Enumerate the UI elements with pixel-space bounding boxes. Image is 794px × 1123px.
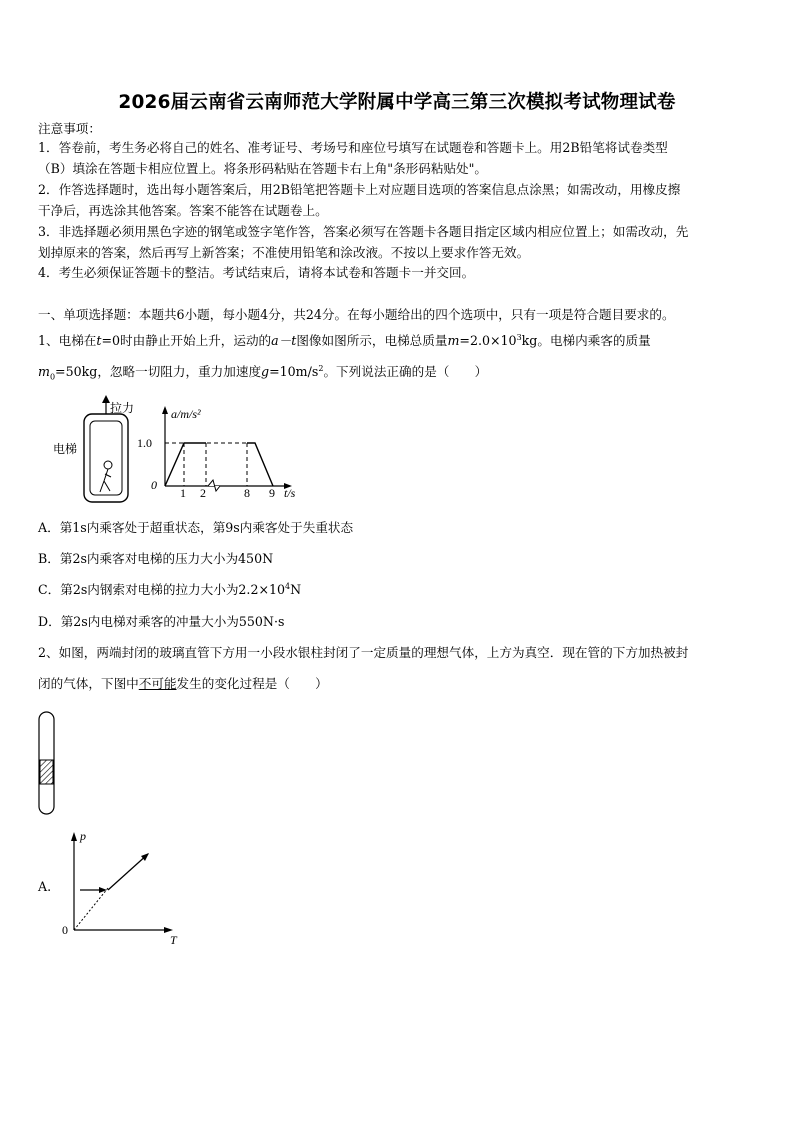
x-axis-label: t/s bbox=[284, 486, 296, 500]
x-tick-label: 2 bbox=[200, 486, 206, 500]
q1-stem-line1 bbox=[38, 333, 760, 349]
exponent: 4 bbox=[285, 581, 291, 591]
p-axis-label: p bbox=[80, 829, 86, 843]
text-span: C．第2s内钢索对电梯的拉力大小为2.2×10 bbox=[38, 582, 286, 597]
text-span: 发生的变化过程是（ ） bbox=[176, 676, 328, 691]
text-span: =0时由静止开始上升，运动的 bbox=[101, 333, 272, 348]
elevator-label: 电梯 bbox=[53, 442, 78, 456]
text-span: kg。电梯内乘客的质量 bbox=[521, 333, 651, 348]
q2-pt-graph bbox=[58, 826, 188, 948]
origin-label: 0 bbox=[62, 923, 68, 937]
notice-item: 4．考生必须保证答题卡的整洁。考试结束后，请将本试卷和答题卡一并交回。 bbox=[38, 265, 475, 280]
text-span: N bbox=[290, 582, 302, 597]
notice-item: 划掉原来的答案，然后再写上新答案；不准使用铅笔和涂改液。不按以上要求作答无效。 bbox=[38, 245, 530, 260]
exponent: 3 bbox=[516, 332, 522, 342]
q2-stem-line2 bbox=[38, 676, 760, 692]
y-tick-label: 1.0 bbox=[137, 436, 152, 450]
text-span: =50kg，忽略一切阻力，重力加速度 bbox=[55, 364, 262, 379]
q1-figure bbox=[44, 394, 314, 510]
x-tick-label: 1 bbox=[180, 486, 186, 500]
notice-item: 1．答卷前，考生务必将自己的姓名、准考证号、考场号和座位号填写在试题卷和答题卡上。用2B铅笔将试卷类型 bbox=[38, 140, 668, 155]
x-tick-label: 9 bbox=[269, 486, 275, 500]
p-axis-arrow bbox=[71, 832, 77, 841]
force-arrow-head bbox=[102, 395, 110, 403]
passenger-body bbox=[100, 469, 111, 492]
x-tick-label: 8 bbox=[244, 486, 250, 500]
extension-dotted bbox=[74, 888, 108, 930]
mercury-column bbox=[40, 760, 53, 784]
at-curve bbox=[165, 443, 273, 486]
notice-item: （B）填涂在答题卡相应位置上。将条形码粘贴在答题卡右上角"条形码粘贴处"。 bbox=[38, 161, 488, 176]
page-title: 2026届云南省云南师范大学附属中学高三第三次模拟考试物理试卷 bbox=[118, 92, 676, 113]
notice-item: 3．非选择题必须用黑色字迹的钢笔或签字笔作答，答案必须写在答题卡各题目指定区域内相应位置上；如需改动，先 bbox=[38, 224, 689, 239]
segment-arrow bbox=[99, 887, 107, 893]
text-span: 。下列说法正确的是（ ） bbox=[323, 364, 488, 379]
y-axis-arrow bbox=[162, 406, 168, 414]
text-span: =10m/s bbox=[269, 364, 319, 379]
origin-label: 0 bbox=[151, 478, 157, 492]
underlined-text: 不可能 bbox=[138, 676, 177, 691]
q1-option-c bbox=[38, 582, 760, 598]
section-heading: 一、单项选择题：本题共6小题，每小题4分，共24分。在每小题给出的四个选项中，只有一项是符合题目要求的。 bbox=[38, 307, 675, 322]
y-axis-label: a/m/s² bbox=[171, 407, 201, 421]
var-g: g bbox=[261, 364, 270, 379]
text-span: 1、电梯在 bbox=[38, 333, 97, 348]
text-span: 图像如图所示，电梯总质量 bbox=[296, 333, 448, 348]
subscript: 0 bbox=[49, 372, 56, 382]
var-a-t: a－t bbox=[271, 333, 297, 348]
notice-item: 干净后，再选涂其他答案。答案不能答在试题卷上。 bbox=[38, 203, 328, 218]
var-m: m bbox=[447, 333, 460, 348]
q2-option-a-label: A. bbox=[38, 879, 52, 894]
q2-stem-line1: 2、如图，两端封闭的玻璃直管下方用一小段水银柱封闭了一定质量的理想气体，上方为真空．现在管的下方加热被封 bbox=[38, 645, 689, 660]
text-span: 闭的气体，下图中 bbox=[38, 676, 139, 691]
q1-option-d: D．第2s内电梯对乘客的冲量大小为550N·s bbox=[38, 614, 285, 629]
var-m0: m bbox=[38, 364, 50, 379]
q1-option-b: B．第2s内乘客对电梯的压力大小为450N bbox=[38, 551, 274, 566]
q2-tube-figure bbox=[34, 710, 60, 816]
t-axis-label: T bbox=[170, 933, 177, 947]
q1-stem-line2 bbox=[38, 364, 760, 380]
force-label: 拉力 bbox=[110, 401, 135, 415]
q1-option-a: A．第1s内乘客处于超重状态，第9s内乘客处于失重状态 bbox=[38, 520, 354, 535]
passenger-head bbox=[104, 461, 112, 469]
exponent: 2 bbox=[318, 363, 324, 373]
notice-item: 2．作答选择题时，选出每小题答案后，用2B铅笔把答题卡上对应题目选项的答案信息点涂黑；如需改动，用橡皮擦 bbox=[38, 182, 681, 197]
proportional-segment bbox=[108, 854, 148, 890]
notice-heading: 注意事项： bbox=[38, 121, 101, 136]
elevator-car-outer bbox=[84, 414, 128, 502]
var-t: t bbox=[96, 333, 102, 348]
text-span: =2.0×10 bbox=[459, 333, 517, 348]
